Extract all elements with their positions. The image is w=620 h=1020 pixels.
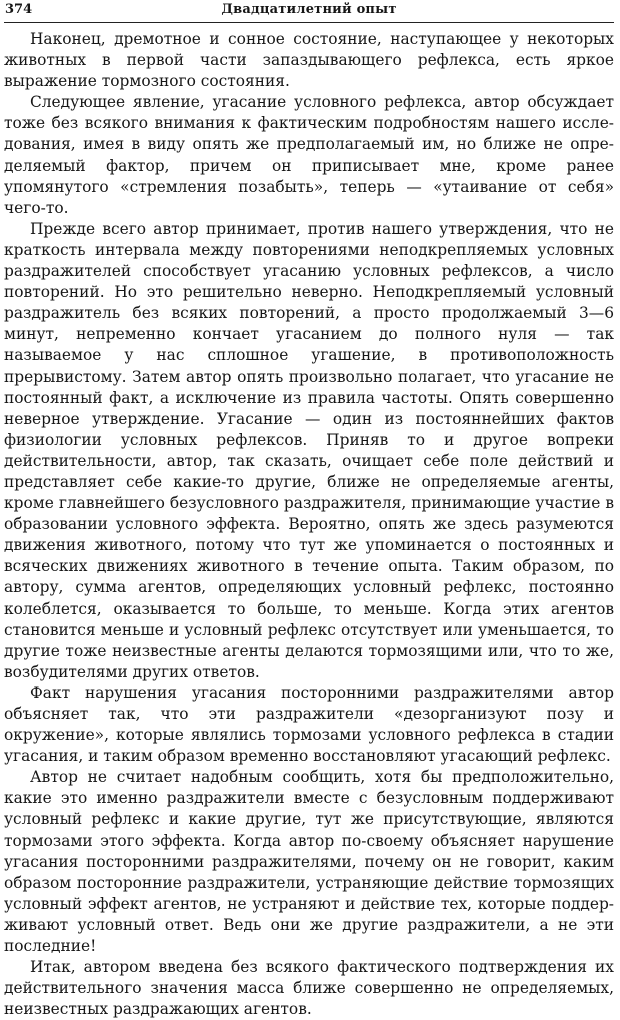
body-text bbox=[4, 29, 614, 1020]
paragraph: Автор не считает надобным сообщить, хотя бы предположительно, какие это именно раздражители вместе с безусловным поддерживают условный рефлекс и какие другие, тут же присутствующие, являются тормозами этого эффекта. Когда автор по-своему объясняет нарушение угасания посторонними раздражителями, почему он не говорит, каким образом посторонние раздражители, устраняющие действие тормозящих условный эффект агентов, не устраняют и действие тех, которые поддерживают условный ответ. Ведь они же другие раздражители, а не эти последние! bbox=[4, 768, 614, 956]
page-number: 374 bbox=[5, 2, 33, 17]
page-header bbox=[4, 0, 614, 23]
paragraph: Итак, автором введена без всякого фактического подтверждения их действительного значения масса ближе совершенно не определяемых, неизвестных раздражающих агентов. bbox=[4, 958, 614, 1019]
running-title: Двадцатилетний опыт bbox=[221, 2, 397, 17]
paragraph: Прежде всего автор принимает, против нашего утверждения, что не краткость интервала между повторениями неподкрепляемых условных раздражителей способствует угасанию условных рефлексов, а число повторений. Но это решительно неверно. Неподкрепляемый условный раздражитель без всяких повторений, а просто продолжаемый 3—6 минут, непременно кончает угасанием до полного нуля — так называемое у нас сплошное угашение, в противоположность прерывистому. Затем автор опять произвольно полагает, что угасание не постоянный факт, а исключение из правила частоты. Опять совершенно неверное утверждение. Угасание — один из постояннейших фактов физиологии условных рефлексов. Приняв то и другое вопреки действительности, автор, так сказать, очищает себе поле действий и представляет себе какие-то другие, ближе не определяемые агенты, кроме главнейшего безусловного раздражителя, принимающие участие в образовании условного эффекта. Вероятно, опять же здесь разумеются движения животного, потому что тут же упоминается о постоянных и всяческих движениях животного в течение опыта. Таким образом, по автору, сумма агентов, определяющих условный рефлекс, постоянно колеблется, оказывается то больше, то меньше. Когда этих агентов становится меньше и условный рефлекс отсутствует или уменьшается, то другие тоже неизвестные агенты делаются тормозящими или, что то же, возбудителями других ответов. bbox=[4, 219, 614, 681]
paragraph: Наконец, дремотное и сонное состояние, наступающее у некоторых животных в первой части запаздывающего рефлекса, есть яркое выражение тормозного состояния. bbox=[4, 30, 614, 91]
paragraph: Факт нарушения угасания посторонними раздражителями автор объясняет так, что эти раздражители «дезорганизуют позу и окружение», которые являлись тормозами условного рефлекса в стадии угасания, и таким образом временно восстановляют угасающий рефлекс. bbox=[4, 683, 614, 766]
paragraph: Следующее явление, угасание условного рефлекса, автор обсуждает тоже без всякого внимания к фактическим подробностям нашего исследования, имея в виду опять же предполагаемый им, но ближе не определяемый фактор, причем он приписывает мне, кроме ранее упомянутого «стремления позабыть», теперь — «утаивание от себя» чего-то. bbox=[4, 93, 614, 217]
